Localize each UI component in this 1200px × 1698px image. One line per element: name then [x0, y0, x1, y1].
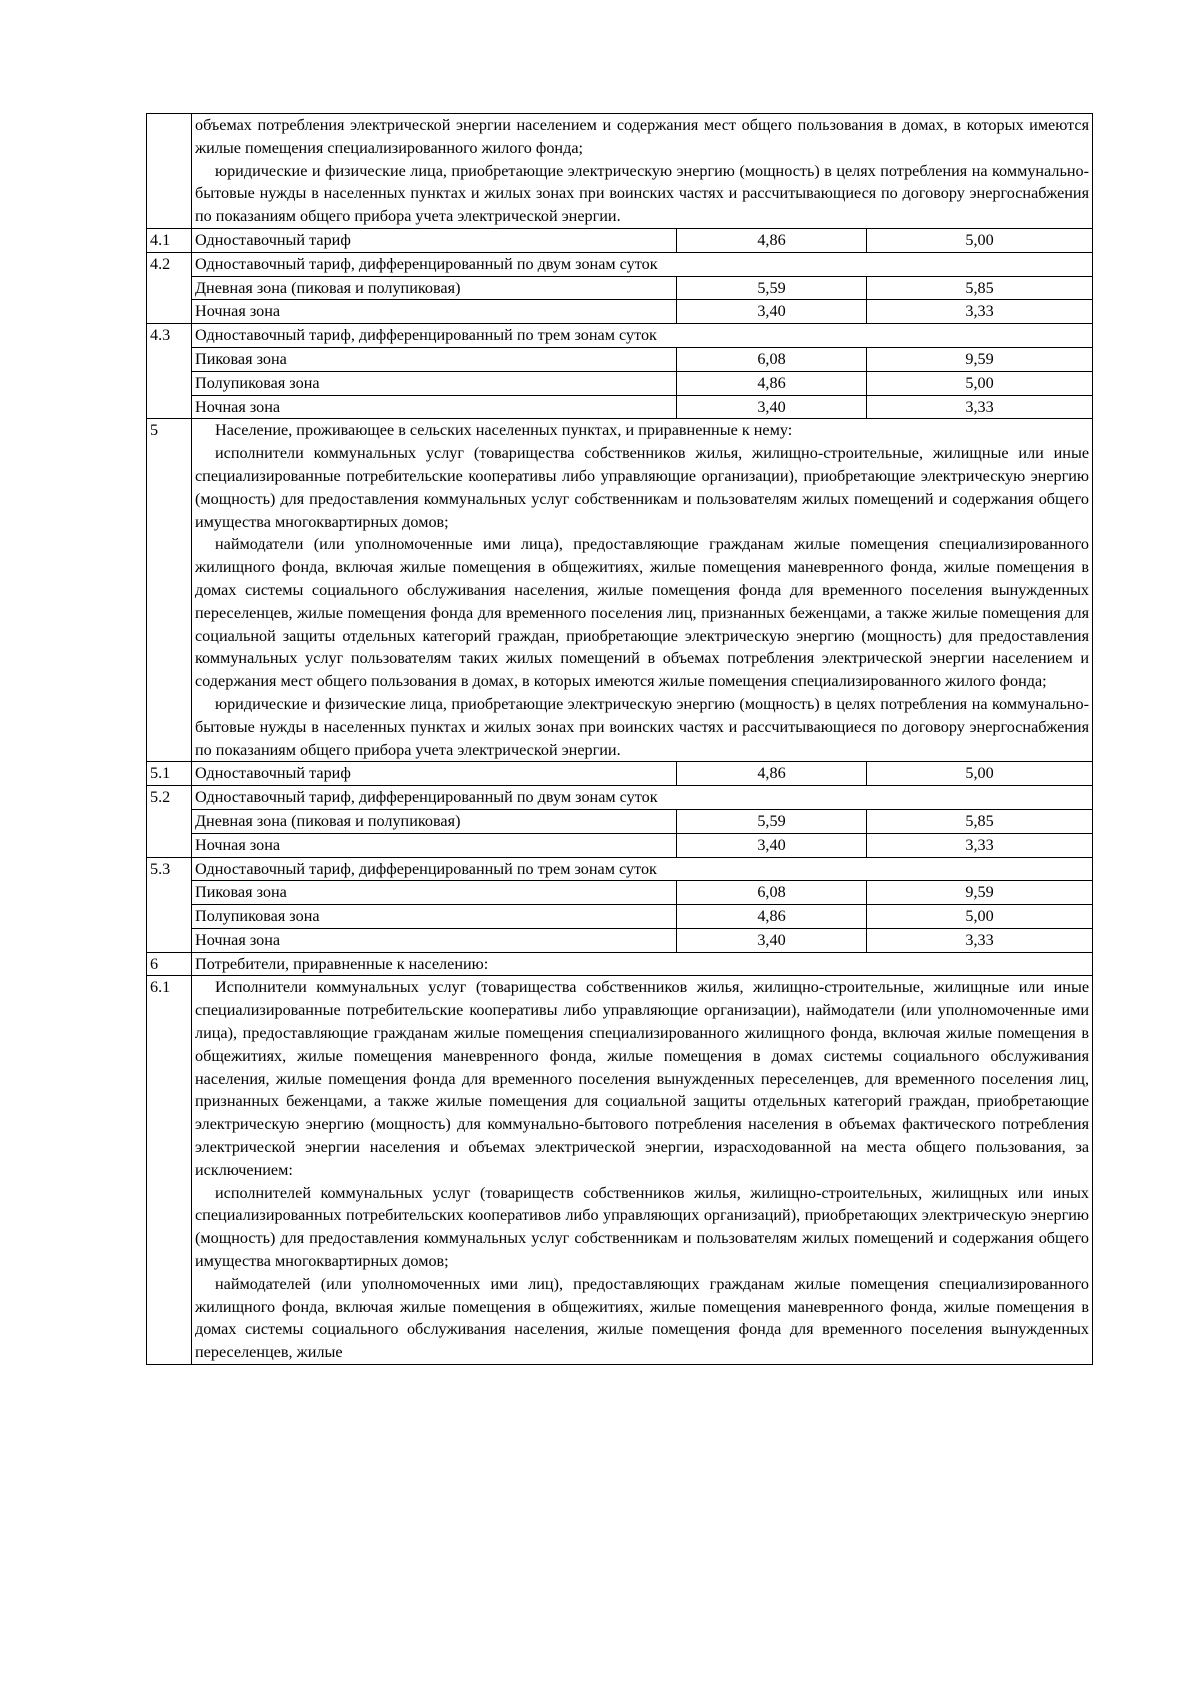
paragraph: Исполнители коммунальных услуг (товарищества собственников жилья, жилищно-строительные, жилищные или иные специализированные потребительские кооперативы либо управляющие организации), наймодатели (или уполномоченные ими лица), предоставляющие гражданам жилые помещения специализированного жилищного фонда, включая жилые помещения в общежитиях, жилые помещения маневренного фонда, жилые помещения в домах системы социального обслуживания населения, жилые помещения фонда для временного поселения вынужденных переселенцев, для временного поселения лиц, признанных беженцами, а также жилые помещения для социальной защиты отдельных категорий граждан, приобретающие электрическую энергию (мощность) для коммунально-бытового потребления населения в объемах фактического потребления электрической энергии населения и объемах электрической энергии, израсходованной на места общего пользования, за исключением: [195, 978, 1090, 1179]
row-number: 5 [147, 419, 192, 762]
zone-label: Пиковая зона [192, 881, 677, 905]
table-row-4-1 [147, 228, 1093, 252]
row-number: 4.3 [147, 324, 192, 419]
tariff-value-first-half: 4,86 [677, 371, 867, 395]
table-row-4-3 [147, 324, 1093, 348]
tariff-value-second-half: 5,00 [867, 762, 1093, 786]
row-number: 5.3 [147, 857, 192, 952]
document-page [146, 113, 1092, 1365]
table-row-5-3-peak [147, 881, 1093, 905]
paragraph: наймодателей (или уполномоченных ими лиц), предоставляющих гражданам жилые помещения специализированного жилищного фонда, включая жилые помещения в общежитиях, жилые помещения маневренного фонда, жилые помещения в домах системы социального обслуживания населения, жилые помещения фонда для временного поселения вынужденных переселенцев, жилые [195, 1274, 1090, 1362]
zone-label: Дневная зона (пиковая и полупиковая) [192, 809, 677, 833]
row-number: 4.2 [147, 252, 192, 323]
row-label: Одноставочный тариф, дифференцированный по двум зонам суток [192, 786, 1093, 810]
row-label: Одноставочный тариф, дифференцированный по трем зонам суток [192, 324, 1093, 348]
tariff-value-second-half: 9,59 [867, 881, 1093, 905]
table-row-6-1 [147, 976, 1093, 1365]
table-row-5-3-night [147, 928, 1093, 952]
table-row-4-2-day [147, 276, 1093, 300]
table-row-4-2 [147, 252, 1093, 276]
table-row-5-1 [147, 762, 1093, 786]
table-row-5-2-day [147, 809, 1093, 833]
zone-label: Ночная зона [192, 833, 677, 857]
tariff-value-first-half: 6,08 [677, 881, 867, 905]
tariff-value-second-half: 5,85 [867, 276, 1093, 300]
row-text [192, 114, 1093, 229]
table-row-5-2 [147, 786, 1093, 810]
paragraph: исполнители коммунальных услуг (товарищества собственников жилья, жилищно-строительные, жилищные или иные специализированные потребительские кооперативы либо управляющие организации), приобретающие электрическую энергию (мощность) для предоставления коммунальных услуг собственникам и пользователям жилых помещений и содержания общего имущества многоквартирных домов; [195, 444, 1090, 531]
row-number: 6.1 [147, 976, 192, 1365]
tariff-value-first-half: 3,40 [677, 300, 867, 324]
tariff-value-second-half: 5,85 [867, 809, 1093, 833]
zone-label: Полупиковая зона [192, 905, 677, 929]
tariff-value-first-half: 6,08 [677, 347, 867, 371]
table-row-4-3-peak [147, 347, 1093, 371]
paragraph: объемах потребления электрической энергии населением и содержания мест общего пользования в домах, в которых имеются жилые помещения специализированного жилого фонда; [195, 116, 1090, 157]
row-text [192, 976, 1093, 1365]
tariff-value-second-half: 5,00 [867, 371, 1093, 395]
zone-label: Ночная зона [192, 395, 677, 419]
row-number: 6 [147, 952, 192, 976]
tariff-value-first-half: 4,86 [677, 905, 867, 929]
tariff-value-second-half: 3,33 [867, 833, 1093, 857]
tariff-value-first-half: 3,40 [677, 928, 867, 952]
table-row-4-text [147, 114, 1093, 229]
row-label: Одноставочный тариф, дифференцированный по трем зонам суток [192, 857, 1093, 881]
tariff-value-second-half: 3,33 [867, 395, 1093, 419]
zone-label: Пиковая зона [192, 347, 677, 371]
row-number: 5.2 [147, 786, 192, 857]
paragraph: юридические и физические лица, приобретающие электрическую энергию (мощность) в целях потребления на коммунально-бытовые нужды в населенных пунктах и жилых зонах при воинских частях и рассчитывающиеся по договору энергоснабжения по показаниям общего прибора учета электрической энергии. [195, 161, 1090, 226]
tariff-value-second-half: 3,33 [867, 928, 1093, 952]
row-label: Одноставочный тариф [192, 762, 677, 786]
zone-label: Ночная зона [192, 300, 677, 324]
table-row-5-3-semi [147, 905, 1093, 929]
table-row-4-3-semi [147, 371, 1093, 395]
row-text [192, 419, 1093, 762]
tariff-value-second-half: 3,33 [867, 300, 1093, 324]
row-label: Одноставочный тариф [192, 228, 677, 252]
row-number: 4.1 [147, 228, 192, 252]
tariff-value-second-half: 5,00 [867, 905, 1093, 929]
paragraph: юридические и физические лица, приобретающие электрическую энергию (мощность) в целях потребления на коммунально-бытовые нужды в населенных пунктах и жилых зонах при воинских частях и рассчитывающиеся по договору энергоснабжения по показаниям общего прибора учета электрической энергии. [195, 694, 1090, 759]
row-number: 5.1 [147, 762, 192, 786]
zone-label: Полупиковая зона [192, 371, 677, 395]
table-row-6 [147, 952, 1093, 976]
zone-label: Ночная зона [192, 928, 677, 952]
table-row-4-2-night [147, 300, 1093, 324]
tariff-value-first-half: 4,86 [677, 762, 867, 786]
zone-label: Дневная зона (пиковая и полупиковая) [192, 276, 677, 300]
tariff-value-first-half: 4,86 [677, 228, 867, 252]
table-row-5-3 [147, 857, 1093, 881]
paragraph: Население, проживающее в сельских населенных пунктах, и приравненные к нему: [215, 421, 793, 440]
tariff-value-first-half: 3,40 [677, 395, 867, 419]
tariff-value-first-half: 3,40 [677, 833, 867, 857]
paragraph: наймодатели (или уполномоченные ими лица), предоставляющие гражданам жилые помещения специализированного жилищного фонда, включая жилые помещения в общежитиях, жилые помещения маневренного фонда, жилые помещения в домах системы социального обслуживания населения, жилые помещения фонда для временного поселения вынужденных переселенцев, жилые помещения фонда для временного поселения лиц, признанных беженцами, а также жилые помещения для социальной защиты отдельных категорий граждан, приобретающие электрическую энергию (мощность) для предоставления коммунальных услуг пользователям таких жилых помещений в объемах потребления электрической энергии населением и содержания мест общего пользования в домах, в которых имеются жилые помещения специализированного жилого фонда; [195, 535, 1090, 691]
paragraph: исполнителей коммунальных услуг (товариществ собственников жилья, жилищно-строительных, жилищных или иных специализированных потребительских кооперативов либо управляющих организаций), приобретающих электрическую энергию (мощность) для предоставления коммунальных услуг собственникам и пользователям жилых помещений и содержания общего имущества многоквартирных домов; [195, 1183, 1090, 1271]
table-row-4-3-night [147, 395, 1093, 419]
table-row-5 [147, 419, 1093, 762]
row-label: Потребители, приравненные к населению: [192, 952, 1093, 976]
row-label: Одноставочный тариф, дифференцированный по двум зонам суток [192, 252, 1093, 276]
tariff-value-first-half: 5,59 [677, 809, 867, 833]
row-number [147, 114, 192, 229]
tariff-value-second-half: 5,00 [867, 228, 1093, 252]
tariff-value-first-half: 5,59 [677, 276, 867, 300]
tariff-value-second-half: 9,59 [867, 347, 1093, 371]
tariff-table [146, 113, 1093, 1365]
table-row-5-2-night [147, 833, 1093, 857]
